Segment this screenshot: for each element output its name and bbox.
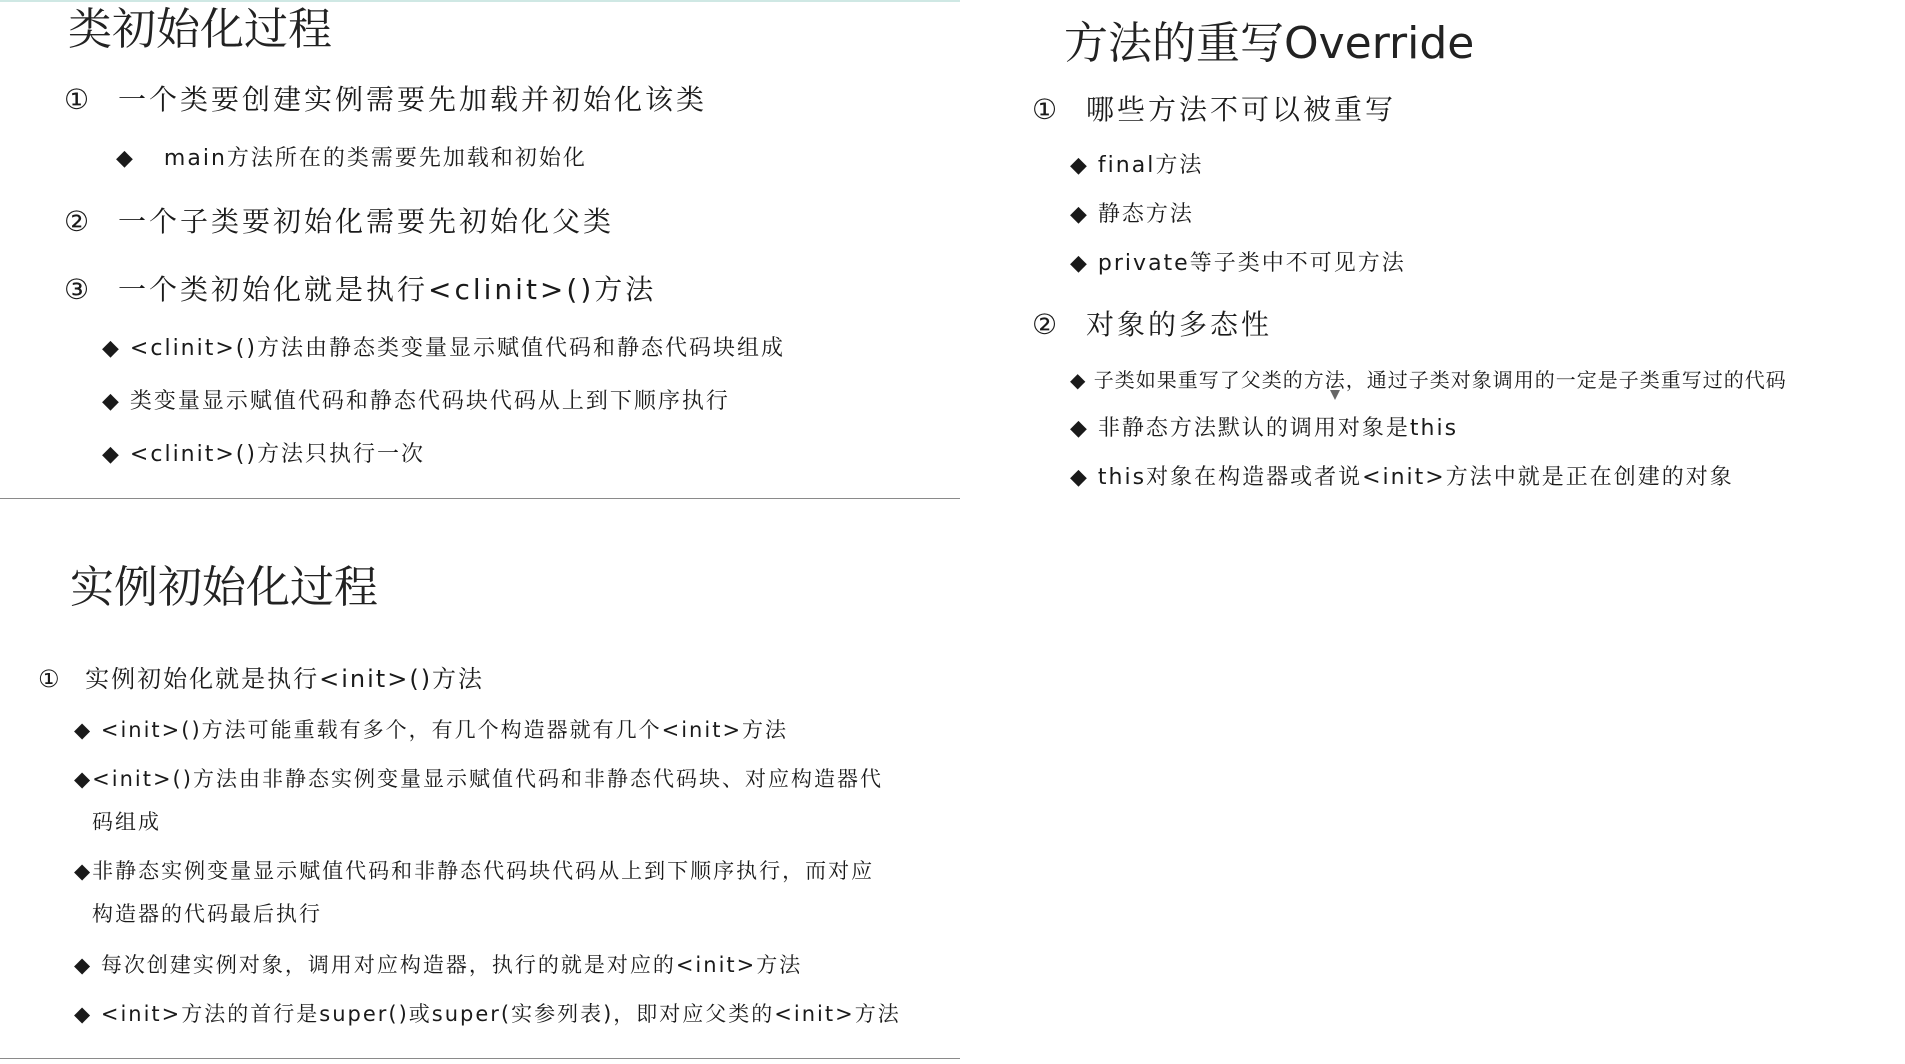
list-item [64, 205, 615, 238]
circled-number: ① [1032, 93, 1061, 126]
list-item [116, 148, 587, 170]
diamond-bullet-icon: ◆ [102, 442, 121, 467]
list-item [1032, 93, 1397, 126]
slide-title: 类初始化过程 [68, 4, 332, 55]
item-text: 一个类初始化就是执行<clinit>()方法 [118, 273, 657, 306]
item-text: 非静态方法默认的调用对象是this [1097, 416, 1459, 441]
item-text: 实例初始化就是执行<init>()方法 [85, 665, 485, 693]
diamond-bullet-icon: ◆ [102, 336, 121, 361]
diamond-bullet-icon: ◆ [102, 389, 121, 414]
item-text-continued: 构造器的代码最后执行 [92, 902, 322, 926]
instance-init-slide [0, 560, 960, 1060]
slide-title: 方法的重写Override [1064, 18, 1475, 69]
item-text: <init>()方法可能重载有多个，有几个构造器就有几个<init>方法 [100, 718, 789, 742]
diamond-bullet-icon: ◆ [74, 953, 93, 977]
diamond-bullet-icon: ◆ [1070, 202, 1089, 227]
list-item [64, 273, 657, 306]
list-item [1070, 155, 1203, 177]
slide-divider [0, 1058, 960, 1059]
item-text: <init>方法的首行是super()或super(实参列表)，即对应父类的<init>方法 [100, 1002, 901, 1026]
diamond-bullet-icon: ◆ [116, 146, 135, 171]
item-text: 一个类要创建实例需要先加载并初始化该类 [118, 83, 708, 116]
slide-title: 实例初始化过程 [70, 562, 378, 613]
item-text: this对象在构造器或者说<init>方法中就是正在创建的对象 [1097, 465, 1734, 490]
diamond-bullet-icon: ◆ [74, 767, 93, 791]
item-text: 一个子类要初始化需要先初始化父类 [118, 205, 615, 238]
item-text: 每次创建实例对象，调用对应构造器，执行的就是对应的<init>方法 [100, 953, 803, 977]
item-text: <clinit>()方法只执行一次 [129, 442, 425, 467]
list-item [1070, 370, 1787, 390]
diamond-bullet-icon: ◆ [1070, 416, 1089, 441]
diamond-bullet-icon: ◆ [74, 859, 93, 883]
diamond-bullet-icon: ◆ [1070, 251, 1089, 276]
list-item [74, 720, 788, 741]
mouse-cursor-icon [1330, 390, 1340, 400]
list-item [1070, 204, 1194, 226]
item-text: 子类如果重写了父类的方法，通过子类对象调用的一定是子类重写过的代码 [1093, 368, 1787, 392]
diamond-bullet-icon: ◆ [1070, 153, 1089, 178]
list-item [102, 338, 785, 360]
item-text: private等子类中不可见方法 [1097, 251, 1406, 276]
circled-number: ② [64, 205, 93, 238]
item-text: main方法所在的类需要先加载和初始化 [163, 146, 587, 171]
item-text: 非静态实例变量显示赋值代码和非静态代码块代码从上到下顺序执行，而对应 [92, 859, 875, 883]
item-text: 对象的多态性 [1086, 308, 1273, 341]
class-init-slide [0, 0, 960, 502]
list-item [1070, 253, 1406, 275]
diamond-bullet-icon: ◆ [1070, 368, 1087, 392]
item-text-continued: 码组成 [92, 810, 161, 834]
list-item [74, 1004, 901, 1025]
list-item [74, 758, 954, 844]
circled-number: ③ [64, 273, 93, 306]
item-text: <init>()方法由非静态实例变量显示赋值代码和非静态代码块、对应构造器代 [92, 767, 883, 791]
circled-number: ① [38, 665, 62, 693]
circled-number: ② [1032, 308, 1061, 341]
list-item [102, 391, 730, 413]
list-item [1070, 467, 1734, 489]
item-text: 哪些方法不可以被重写 [1086, 93, 1397, 126]
list-item [1070, 418, 1458, 440]
item-text: 静态方法 [1097, 202, 1194, 227]
circled-number: ① [64, 83, 93, 116]
list-item [64, 83, 708, 116]
slide-divider [0, 498, 960, 499]
diamond-bullet-icon: ◆ [74, 718, 93, 742]
diamond-bullet-icon: ◆ [74, 1002, 93, 1026]
list-item [74, 955, 802, 976]
list-item [38, 667, 484, 691]
list-item [102, 444, 425, 466]
item-text: <clinit>()方法由静态类变量显示赋值代码和静态代码块组成 [129, 336, 785, 361]
diamond-bullet-icon: ◆ [1070, 465, 1089, 490]
item-text: final方法 [1097, 153, 1204, 178]
list-item [74, 850, 954, 936]
list-item [1032, 308, 1273, 341]
override-slide [1000, 0, 1905, 510]
item-text: 类变量显示赋值代码和静态代码块代码从上到下顺序执行 [129, 389, 730, 414]
